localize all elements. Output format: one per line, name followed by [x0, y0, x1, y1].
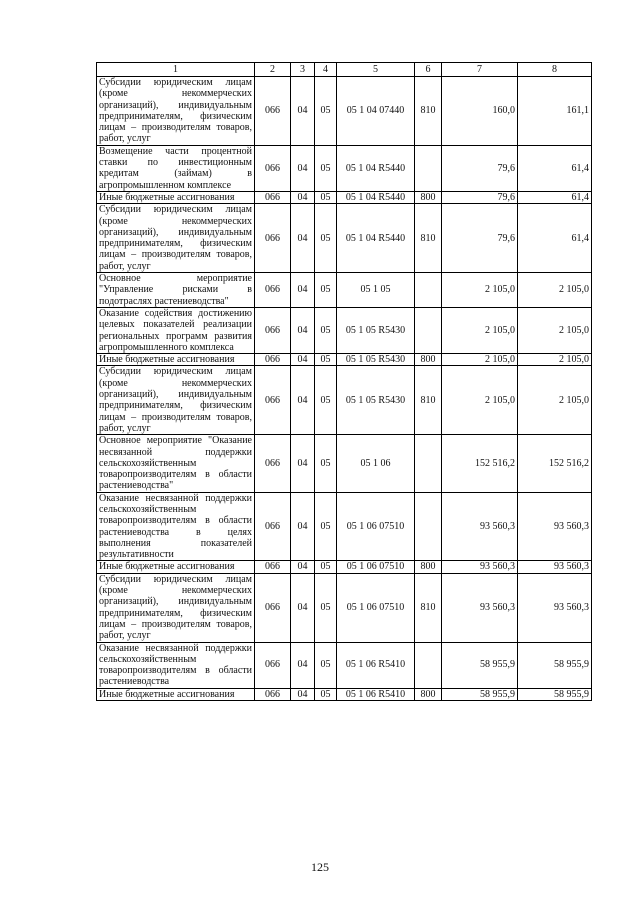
ministry-code-cell: 066: [255, 191, 291, 203]
expense-type-cell: 800: [415, 688, 442, 700]
amount-cell: 79,6: [442, 145, 518, 191]
row-name-cell: Иные бюджетные ассигнования: [97, 561, 255, 573]
section-code-cell: 04: [291, 77, 315, 146]
section-code-cell: 04: [291, 642, 315, 688]
target-article-cell: 05 1 04 07440: [337, 77, 415, 146]
ministry-code-cell: 066: [255, 354, 291, 366]
target-article-cell: 05 1 04 R5440: [337, 204, 415, 273]
row-name-cell: Субсидии юридическим лицам (кроме некоммерческих организаций), индивидуальным предпринимателям, физическим лицам – производителям товаров, работ, услуг: [97, 77, 255, 146]
amount-cell: 2 105,0: [442, 366, 518, 435]
table-row: [97, 435, 592, 492]
column-header: 8: [518, 63, 592, 77]
amount-cell: 93 560,3: [442, 573, 518, 642]
subsection-code-cell: 05: [315, 273, 337, 308]
row-name-cell: Основное мероприятие "Оказание несвязанной поддержки сельскохозяйственным товаропроизводителям в области растениеводства": [97, 435, 255, 492]
target-article-cell: 05 1 06 R5410: [337, 642, 415, 688]
amount-cell: 160,0: [442, 77, 518, 146]
subsection-code-cell: 05: [315, 354, 337, 366]
expense-type-cell: [415, 307, 442, 353]
table-row: [97, 492, 592, 561]
target-article-cell: 05 1 05 R5430: [337, 354, 415, 366]
amount-cell: 58 955,9: [518, 642, 592, 688]
table-row: [97, 354, 592, 366]
section-code-cell: 04: [291, 561, 315, 573]
ministry-code-cell: 066: [255, 204, 291, 273]
section-code-cell: 04: [291, 191, 315, 203]
table-row: [97, 145, 592, 191]
column-header: 3: [291, 63, 315, 77]
amount-cell: 2 105,0: [518, 354, 592, 366]
amount-cell: 2 105,0: [442, 354, 518, 366]
row-name-cell: Оказание несвязанной поддержки сельскохозяйственным товаропроизводителям в области растениеводства: [97, 642, 255, 688]
section-code-cell: 04: [291, 688, 315, 700]
subsection-code-cell: 05: [315, 307, 337, 353]
amount-cell: 161,1: [518, 77, 592, 146]
ministry-code-cell: 066: [255, 366, 291, 435]
section-code-cell: 04: [291, 573, 315, 642]
table-row: [97, 77, 592, 146]
amount-cell: 93 560,3: [518, 561, 592, 573]
target-article-cell: 05 1 05: [337, 273, 415, 308]
subsection-code-cell: 05: [315, 573, 337, 642]
subsection-code-cell: 05: [315, 435, 337, 492]
amount-cell: 58 955,9: [442, 688, 518, 700]
ministry-code-cell: 066: [255, 561, 291, 573]
table-row: [97, 688, 592, 700]
section-code-cell: 04: [291, 307, 315, 353]
subsection-code-cell: 05: [315, 561, 337, 573]
row-name-cell: Иные бюджетные ассигнования: [97, 688, 255, 700]
header-row: [97, 63, 592, 77]
page-number: 125: [311, 860, 329, 874]
expense-type-cell: [415, 642, 442, 688]
section-code-cell: 04: [291, 435, 315, 492]
ministry-code-cell: 066: [255, 642, 291, 688]
subsection-code-cell: 05: [315, 492, 337, 561]
column-header: 7: [442, 63, 518, 77]
row-name-cell: Субсидии юридическим лицам (кроме некоммерческих организаций), индивидуальным предпринимателям, физическим лицам – производителям товаров, работ, услуг: [97, 366, 255, 435]
amount-cell: 2 105,0: [518, 366, 592, 435]
target-article-cell: 05 1 04 R5440: [337, 145, 415, 191]
table-row: [97, 273, 592, 308]
target-article-cell: 05 1 05 R5430: [337, 366, 415, 435]
amount-cell: 93 560,3: [518, 492, 592, 561]
section-code-cell: 04: [291, 273, 315, 308]
row-name-cell: Оказание содействия достижению целевых показателей реализации региональных программ развития агропромышленного комплекса: [97, 307, 255, 353]
target-article-cell: 05 1 06: [337, 435, 415, 492]
expense-type-cell: 810: [415, 366, 442, 435]
subsection-code-cell: 05: [315, 642, 337, 688]
table-row: [97, 204, 592, 273]
target-article-cell: 05 1 06 R5410: [337, 688, 415, 700]
section-code-cell: 04: [291, 204, 315, 273]
amount-cell: 152 516,2: [442, 435, 518, 492]
amount-cell: 58 955,9: [442, 642, 518, 688]
column-header: 2: [255, 63, 291, 77]
section-code-cell: 04: [291, 354, 315, 366]
table-row: [97, 573, 592, 642]
target-article-cell: 05 1 06 07510: [337, 573, 415, 642]
amount-cell: 2 105,0: [442, 307, 518, 353]
expense-type-cell: [415, 273, 442, 308]
table-row: [97, 366, 592, 435]
subsection-code-cell: 05: [315, 77, 337, 146]
target-article-cell: 05 1 06 07510: [337, 492, 415, 561]
table-row: [97, 307, 592, 353]
column-header: 4: [315, 63, 337, 77]
amount-cell: 93 560,3: [518, 573, 592, 642]
ministry-code-cell: 066: [255, 435, 291, 492]
row-name-cell: Основное мероприятие "Управление рисками в подотраслях растениеводства": [97, 273, 255, 308]
subsection-code-cell: 05: [315, 145, 337, 191]
subsection-code-cell: 05: [315, 204, 337, 273]
table-row: [97, 642, 592, 688]
amount-cell: 58 955,9: [518, 688, 592, 700]
amount-cell: 93 560,3: [442, 561, 518, 573]
amount-cell: 2 105,0: [518, 273, 592, 308]
column-header: 1: [97, 63, 255, 77]
table-row: [97, 191, 592, 203]
subsection-code-cell: 05: [315, 366, 337, 435]
expense-type-cell: [415, 492, 442, 561]
section-code-cell: 04: [291, 366, 315, 435]
expense-type-cell: 800: [415, 561, 442, 573]
column-header: 6: [415, 63, 442, 77]
section-code-cell: 04: [291, 492, 315, 561]
amount-cell: 93 560,3: [442, 492, 518, 561]
column-header: 5: [337, 63, 415, 77]
expense-type-cell: [415, 145, 442, 191]
row-name-cell: Субсидии юридическим лицам (кроме некоммерческих организаций), индивидуальным предпринимателям, физическим лицам – производителям товаров, работ, услуг: [97, 204, 255, 273]
table-body: [97, 77, 592, 701]
amount-cell: 152 516,2: [518, 435, 592, 492]
subsection-code-cell: 05: [315, 688, 337, 700]
expense-type-cell: 810: [415, 573, 442, 642]
amount-cell: 61,4: [518, 204, 592, 273]
row-name-cell: Субсидии юридическим лицам (кроме некоммерческих организаций), индивидуальным предпринимателям, физическим лицам – производителям товаров, работ, услуг: [97, 573, 255, 642]
expense-type-cell: 800: [415, 354, 442, 366]
amount-cell: 2 105,0: [518, 307, 592, 353]
amount-cell: 61,4: [518, 145, 592, 191]
target-article-cell: 05 1 06 07510: [337, 561, 415, 573]
target-article-cell: 05 1 05 R5430: [337, 307, 415, 353]
amount-cell: 79,6: [442, 204, 518, 273]
expense-type-cell: 800: [415, 191, 442, 203]
ministry-code-cell: 066: [255, 688, 291, 700]
ministry-code-cell: 066: [255, 492, 291, 561]
ministry-code-cell: 066: [255, 77, 291, 146]
expense-type-cell: 810: [415, 77, 442, 146]
ministry-code-cell: 066: [255, 573, 291, 642]
table-row: [97, 561, 592, 573]
ministry-code-cell: 066: [255, 307, 291, 353]
section-code-cell: 04: [291, 145, 315, 191]
row-name-cell: Иные бюджетные ассигнования: [97, 191, 255, 203]
ministry-code-cell: 066: [255, 145, 291, 191]
ministry-code-cell: 066: [255, 273, 291, 308]
amount-cell: 2 105,0: [442, 273, 518, 308]
amount-cell: 61,4: [518, 191, 592, 203]
target-article-cell: 05 1 04 R5440: [337, 191, 415, 203]
row-name-cell: Оказание несвязанной поддержки сельскохозяйственным товаропроизводителям в области растениеводства в целях выполнения показателей результативности: [97, 492, 255, 561]
expense-type-cell: [415, 435, 442, 492]
row-name-cell: Иные бюджетные ассигнования: [97, 354, 255, 366]
amount-cell: 79,6: [442, 191, 518, 203]
row-name-cell: Возмещение части процентной ставки по инвестиционным кредитам (займам) в агропромышленном комплексе: [97, 145, 255, 191]
subsection-code-cell: 05: [315, 191, 337, 203]
expense-type-cell: 810: [415, 204, 442, 273]
budget-table: [96, 62, 592, 701]
